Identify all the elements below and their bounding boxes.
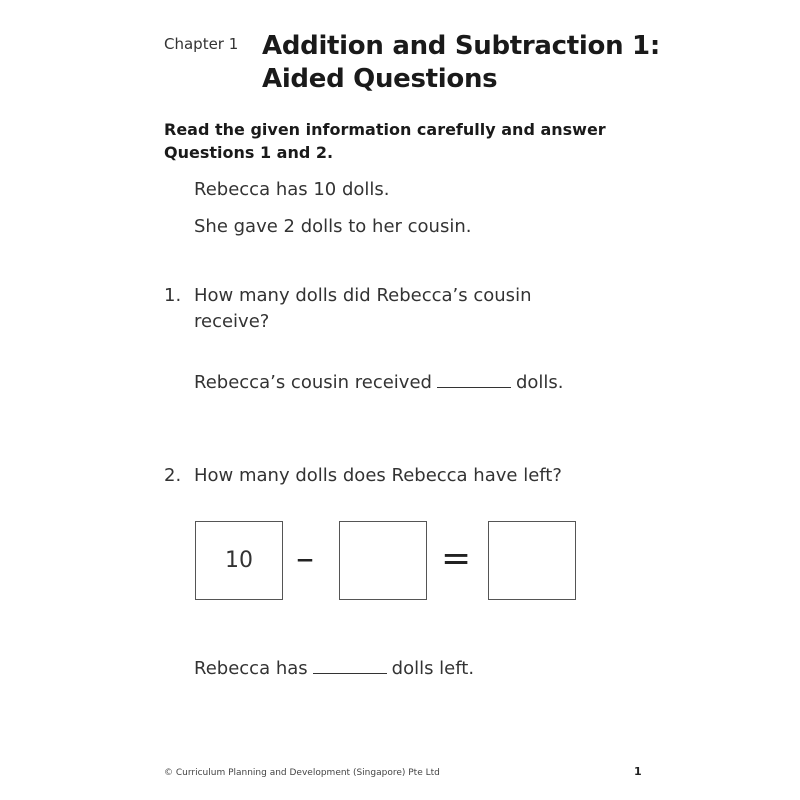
instructions-line-2: Questions 1 and 2. <box>164 143 334 162</box>
question-1-answer-blank[interactable] <box>437 373 511 388</box>
equals-sign: = <box>441 538 472 579</box>
chapter-label: Chapter 1 <box>164 35 239 53</box>
question-1-answer-prefix: Rebecca’s cousin received <box>194 372 432 393</box>
given-info-line-2: She gave 2 dolls to her cousin. <box>194 216 472 237</box>
minus-sign: – <box>296 538 314 579</box>
question-2-answer-blank[interactable] <box>313 659 387 674</box>
question-2-text: How many dolls does Rebecca have left? <box>194 465 562 486</box>
page-title-line-1: Addition and Subtraction 1: <box>262 31 660 61</box>
copyright-footer: © Curriculum Planning and Development (Singapore) Pte Ltd <box>164 768 440 778</box>
equation-box-subtrahend[interactable] <box>339 521 427 600</box>
question-1-text-line-1: How many dolls did Rebecca’s cousin <box>194 285 532 306</box>
question-2-answer-suffix: dolls left. <box>391 658 475 679</box>
question-2-number: 2. <box>164 465 182 486</box>
page-title-line-2: Aided Questions <box>262 64 498 94</box>
question-1-text-line-2: receive? <box>194 311 270 332</box>
question-1-number: 1. <box>164 285 182 306</box>
instructions-line-1: Read the given information carefully and answer <box>164 120 606 139</box>
question-1-answer-suffix: dolls. <box>515 372 564 393</box>
given-info-line-1: Rebecca has 10 dolls. <box>194 179 390 200</box>
question-1-answer-line <box>194 372 564 393</box>
equation-box-result[interactable] <box>488 521 576 600</box>
page-number: 1 <box>634 765 642 778</box>
question-2-answer-prefix: Rebecca has <box>194 658 308 679</box>
equation-box-minuend: 10 <box>195 521 283 600</box>
question-2-answer-line <box>194 658 474 679</box>
